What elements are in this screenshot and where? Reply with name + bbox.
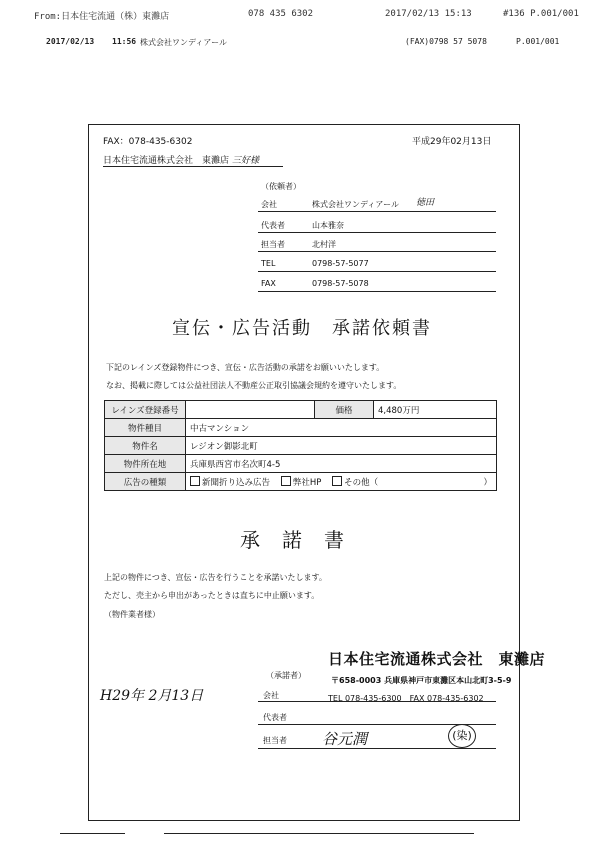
- sender-company-value: 株式会社ワンディアール: [312, 200, 399, 209]
- bottom-mark-line: [164, 833, 474, 834]
- approver-staff-label: 担当者: [263, 736, 287, 745]
- media-hp-checkbox[interactable]: [281, 476, 291, 486]
- reins-value: [186, 401, 315, 419]
- media-hp-label: 弊社HP: [292, 477, 322, 488]
- approver-address: 〒658-0003 兵庫県神戸市東灘区本山北町3-5-9: [331, 676, 512, 685]
- approver-rep-label: 代表者: [263, 713, 287, 722]
- table-row: [105, 437, 497, 455]
- request-title: 宣伝・広告活動 承諾依頼書: [172, 318, 432, 339]
- approver-tel-fax: TEL 078-435-6300 FAX 078-435-6302: [328, 694, 484, 703]
- fax-header2-company: 株式会社ワンディアール: [140, 38, 227, 47]
- table-row: [105, 419, 497, 437]
- fax-header2-time: 11:56: [112, 37, 137, 46]
- price-value: 4,480万円: [374, 401, 497, 419]
- sender-fax-label: FAX: [261, 279, 276, 288]
- type-value: 中古マンション: [186, 419, 497, 437]
- fax-header-datetime: 2017/02/13 15:13: [385, 9, 472, 19]
- table-row: [105, 455, 497, 473]
- recipient-fax: FAX：078-435-6302: [103, 137, 193, 147]
- consent-text-line-1: 上記の物件につき、宣伝・広告を行うことを承諾いたします。: [104, 573, 327, 582]
- media-newspaper-checkbox[interactable]: [190, 476, 200, 486]
- sender-row-line: [258, 271, 496, 272]
- name-value: レジオン御影北町: [186, 437, 497, 455]
- fax-header-number: 078 435 6302: [248, 9, 314, 19]
- name-label: 物件名: [105, 437, 186, 455]
- table-row: [105, 401, 497, 419]
- sender-rep-label: 代表者: [261, 221, 285, 230]
- media-label: 広告の種類: [105, 473, 186, 491]
- address-label: 物件所在地: [105, 455, 186, 473]
- type-label: 物件種目: [105, 419, 186, 437]
- sender-tel-value: 0798-57-5077: [312, 259, 369, 268]
- address-value: 兵庫県西宮市名次町4-5: [186, 455, 497, 473]
- media-options: [186, 473, 497, 491]
- fax-header2-date: 2017/02/13: [46, 37, 95, 46]
- sender-rep-value: 山本雅奈: [312, 221, 344, 230]
- sender-row-line: [258, 291, 496, 292]
- approver-stamp: (染): [448, 724, 476, 748]
- sender-company-label: 会社: [261, 200, 277, 209]
- sender-row-line: [258, 211, 496, 212]
- request-text-line-2: なお、掲載に際しては公益社団法人不動産公正取引協議会規約を遵守いたします。: [106, 381, 402, 390]
- media-other-checkbox[interactable]: [332, 476, 342, 486]
- price-label: 価格: [315, 401, 374, 419]
- consent-text-line-3: （物件業者様）: [104, 610, 160, 619]
- fax-header2-page: P.001/001: [516, 37, 560, 46]
- recipient-handwritten-name: 三好様: [232, 156, 260, 166]
- sender-row-line: [258, 232, 496, 233]
- approver-header: （承諾者）: [266, 671, 306, 680]
- approver-row-line: [258, 748, 496, 749]
- media-other-close: ）: [483, 477, 492, 488]
- request-text-line-1: 下記のレインズ登録物件につき、宣伝・広告活動の承諾をお願いいたします。: [106, 363, 385, 372]
- sender-company-seal: 徳田: [416, 198, 435, 208]
- reins-label: レインズ登録番号: [105, 401, 186, 419]
- sender-fax-value: 0798-57-5078: [312, 279, 369, 288]
- sender-row-line: [258, 251, 496, 252]
- approver-company-label: 会社: [263, 691, 279, 700]
- consent-text-line-2: ただし、売主から申出があったときは直ちに中止願います。: [104, 591, 320, 600]
- fax-header-from: From:日本住宅流通（株）東灘店: [34, 12, 170, 22]
- bottom-mark-line: [60, 833, 125, 834]
- document-date: 平成29年02月13日: [412, 137, 492, 147]
- sender-staff-label: 担当者: [261, 240, 285, 249]
- table-row: [105, 473, 497, 491]
- approver-company-name: 日本住宅流通株式会社 東灘店: [328, 650, 546, 668]
- sender-staff-value: 北村洋: [312, 240, 336, 249]
- sender-header: （依頼者）: [261, 182, 301, 191]
- consent-title: 承諾書: [240, 528, 366, 552]
- media-other-label: その他（: [344, 477, 379, 488]
- approver-staff-value: 谷元潤: [322, 730, 368, 748]
- recipient-company: 日本住宅流通株式会社 東灘店: [103, 156, 230, 166]
- media-newspaper-label: 新聞折り込み広告: [202, 477, 271, 488]
- property-table: [104, 400, 497, 491]
- fax-header2-fax: (FAX)0798 57 5078: [405, 37, 487, 46]
- sender-tel-label: TEL: [261, 259, 276, 268]
- approval-handwritten-date: H29年 2月13日: [100, 688, 204, 704]
- fax-header-page: #136 P.001/001: [503, 9, 579, 19]
- recipient-underline: [103, 166, 283, 167]
